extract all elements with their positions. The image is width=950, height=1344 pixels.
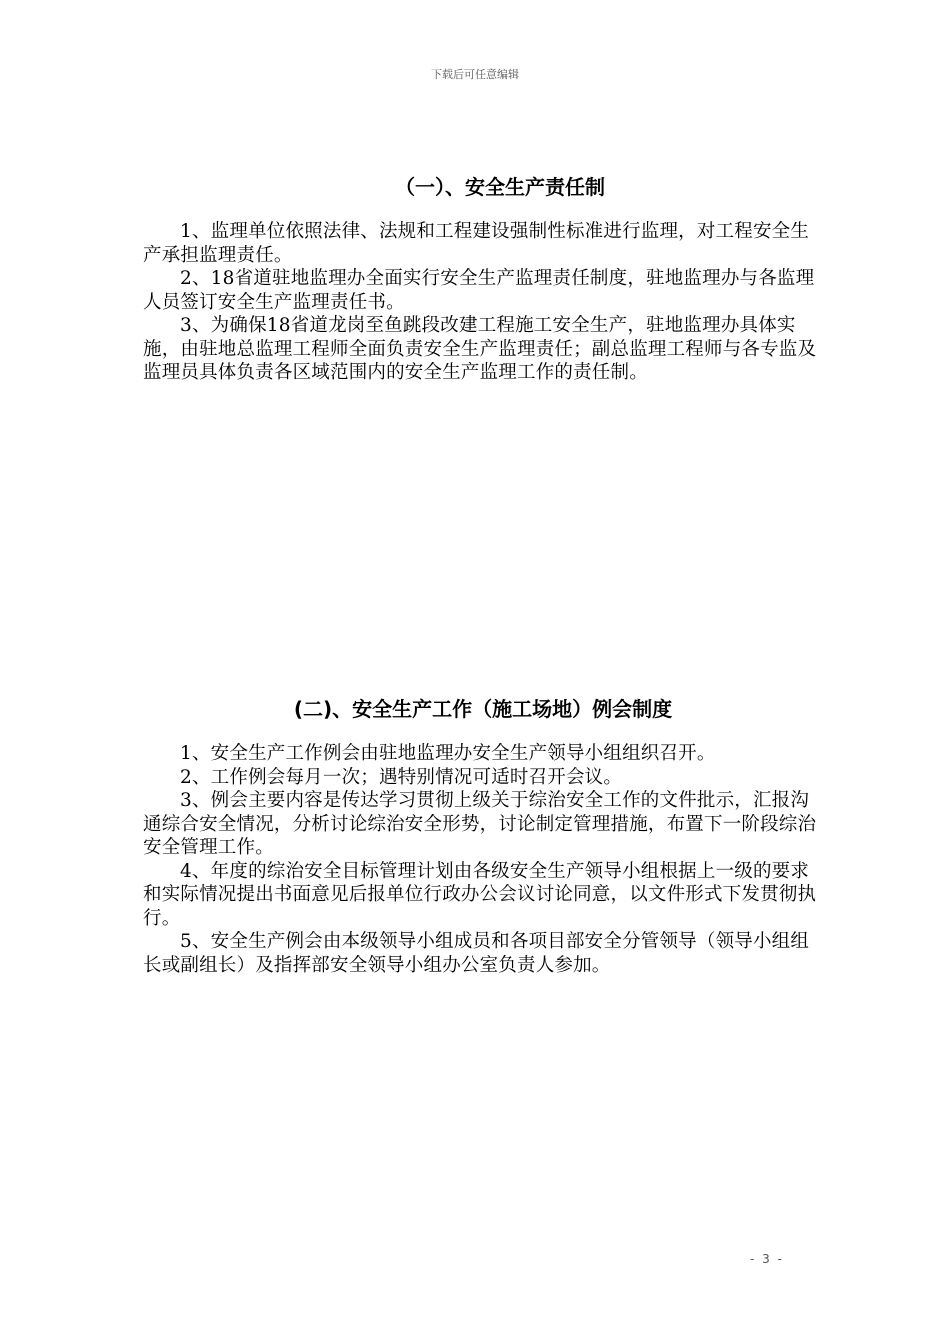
paragraph: 2、18省道驻地监理办全面实行安全生产监理责任制度，驻地监理办与各监理人员签订安全生产监理责任书。 [143,268,815,313]
paragraph: 2、工作例会每月一次；遇特别情况可适时召开会议。 [180,766,623,788]
section-title: （一）、安全生产责任制 [395,175,605,199]
section-safety-responsibility [143,172,823,385]
page-number: - 3 - [750,1252,784,1266]
paragraph: 3、为确保18省道龙岗至鱼跳段改建工程施工安全生产，驻地监理办具体实施，由驻地总监理工程师全面负责安全生产监理责任；副总监理工程师与各专监及监理员具体负责各区域范围内的安全生产监理工作的责任制。 [143,315,817,383]
paragraph: 5、安全生产例会由本级领导小组成员和各项目部安全分管领导（领导小组组长或副组长）及指挥部安全领导小组办公室负责人参加。 [143,931,810,976]
paragraph: 1、监理单位依照法律、法规和工程建设强制性标准进行监理，对工程安全生产承担监理责任。 [143,221,810,266]
header-note: 下载后可任意编辑 [431,68,519,81]
paragraph: 4、年度的综治安全目标管理计划由各级安全生产领导小组根据上一级的要求和实际情况提出书面意见后报单位行政办公会议讨论同意，以文件形式下发贯彻执行。 [143,860,817,929]
section-safety-meeting [143,694,823,977]
paragraph: 1、安全生产工作例会由驻地监理办安全生产领导小组组织召开。 [180,743,716,764]
paragraph: 3、例会主要内容是传达学习贯彻上级关于综治安全工作的文件批示，汇报沟通综合安全情况，分析讨论综治安全形势，讨论制定管理措施，布置下一阶段综治安全管理工作。 [143,790,817,858]
section-title: (二)、安全生产工作（施工场地）例会制度 [293,697,673,721]
